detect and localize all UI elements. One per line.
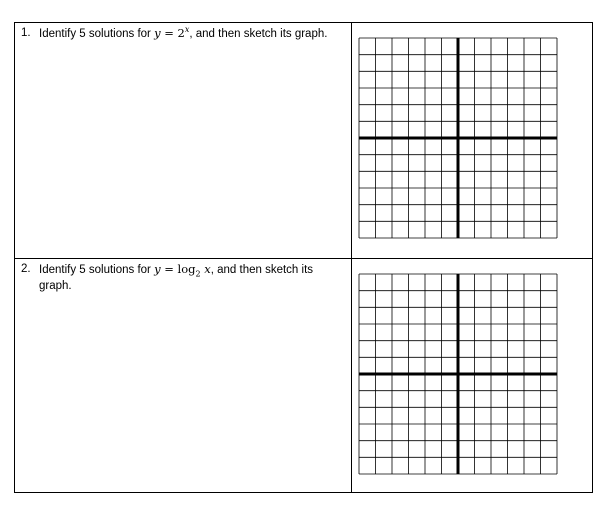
problem-text-end: , and then sketch its graph. [39,264,314,292]
equation [154,26,189,40]
coordinate-grid-2[interactable] [358,273,558,475]
coordinate-grid-1[interactable] [358,37,558,239]
problem-number: 2. [21,263,31,275]
equals-sign: = [160,26,178,40]
equation-lhs: y [154,26,161,40]
problem-text-start: Identify 5 solutions for [39,28,155,40]
equation [154,262,211,279]
worksheet [14,22,590,492]
problem-number: 1. [21,27,31,39]
problem-text [39,261,345,294]
exponent-base: 2 [177,26,185,40]
worksheet-table [14,22,593,493]
problem-2 [15,259,351,294]
log-argument: x [200,262,211,276]
problem-text-end: , and then sketch its graph. [189,28,328,40]
answer-area-2[interactable] [15,259,352,493]
problem-text-start: Identify 5 solutions for [39,264,155,276]
graph-cell-2 [352,259,593,493]
log-function: log [177,262,196,276]
problem-row-2 [15,259,593,493]
graph-cell-1 [352,23,593,259]
exponent: x [184,25,190,35]
equation-lhs: y [154,262,161,276]
equals-sign: = [160,262,178,276]
log-base: 2 [195,269,201,279]
problem-text [39,25,345,42]
answer-area-1[interactable] [15,23,352,259]
problem-1 [15,23,351,42]
problem-row-1 [15,23,593,259]
